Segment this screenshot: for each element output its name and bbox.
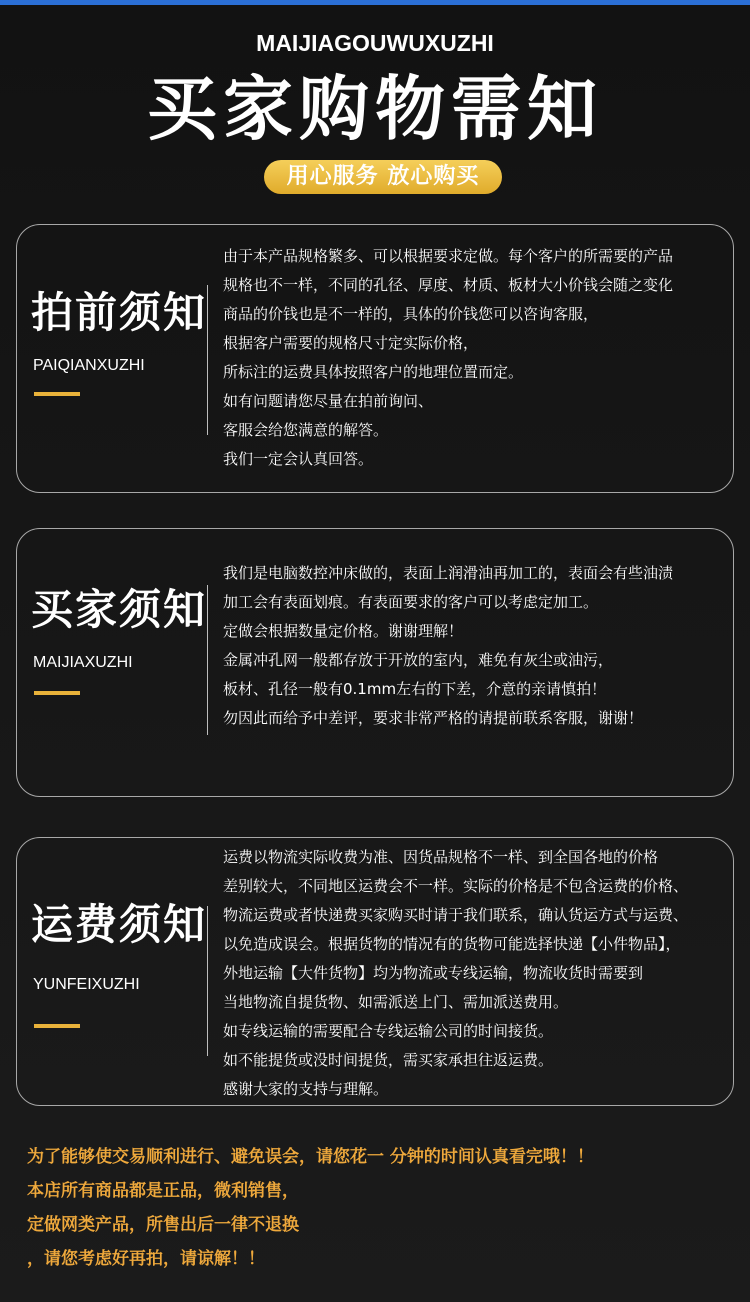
section-title: 运费须知 xyxy=(31,900,208,949)
text-line: 我们一定会认真回答。 xyxy=(223,450,374,468)
note-line: ，请您考虑好再拍，请谅解！！ xyxy=(27,1249,265,1269)
text-line: 差别较大，不同地区运费会不一样。实际的价格是不包含运费的价格、 xyxy=(223,877,689,895)
text-line: 物流运费或者快递费买家购买时请于我们联系，确认货运方式与运费、 xyxy=(223,906,689,924)
section-divider xyxy=(207,906,208,1056)
section-subtitle-en: PAIQIANXUZHI xyxy=(33,357,145,374)
section-accent-bar xyxy=(34,1024,80,1028)
section-card-before-purchase xyxy=(16,224,734,493)
footer-note xyxy=(27,1140,740,1276)
section-divider xyxy=(207,285,208,435)
note-line: 为了能够使交易顺利进行、避免误会，请您花一 分钟的时间认真看完哦！！ xyxy=(27,1147,594,1167)
text-line: 规格也不一样，不同的孔径、厚度、材质、板材大小价钱会随之变化 xyxy=(223,276,674,294)
section-subtitle-en: YUNFEIXUZHI xyxy=(33,976,140,993)
text-line: 根据客户需要的规格尺寸定实际价格， xyxy=(223,334,479,352)
section-card-buyer-notice xyxy=(16,528,734,797)
text-line: 以免造成误会。根据货物的情况有的货物可能选择快递【小件物品】， xyxy=(223,935,681,953)
section-accent-bar xyxy=(34,691,80,695)
section-accent-bar xyxy=(34,392,80,396)
text-line: 我们是电脑数控冲床做的，表面上润滑油再加工的，表面会有些油渍 xyxy=(223,564,674,582)
text-line: 由于本产品规格繁多、可以根据要求定做。每个客户的所需要的产品 xyxy=(223,247,674,265)
note-line: 定做网类产品，所售出后一律不退换 xyxy=(27,1215,299,1235)
text-line: 如不能提货或没时间提货，需买家承担往返运费。 xyxy=(223,1051,554,1069)
note-line: 本店所有商品都是正品，微利销售， xyxy=(27,1181,299,1201)
text-line: 加工会有表面划痕。有表面要求的客户可以考虑定加工。 xyxy=(223,593,599,611)
text-line: 勿因此而给予中差评，要求非常严格的请提前联系客服，谢谢！ xyxy=(223,709,644,727)
text-line: 所标注的运费具体按照客户的地理位置而定。 xyxy=(223,363,524,381)
section-card-shipping-notice xyxy=(16,837,734,1106)
text-line: 定做会根据数量定价格。谢谢理解！ xyxy=(223,622,464,640)
text-line: 商品的价钱也是不一样的，具体的价钱您可以咨询客服， xyxy=(223,305,599,323)
text-line: 外地运输【大件货物】均为物流或专线运输，物流收货时需要到 xyxy=(223,964,644,982)
section-title: 买家须知 xyxy=(31,585,208,634)
text-line: 如专线运输的需要配合专线运输公司的时间接货。 xyxy=(223,1022,554,1040)
text-line: 当地物流自提货物、如需派送上门、需加派送费用。 xyxy=(223,993,569,1011)
text-line: 如有问题请您尽量在拍前询问、 xyxy=(223,392,434,410)
slogan-badge: 用心服务 放心购买 xyxy=(264,160,502,194)
section-title: 拍前须知 xyxy=(31,288,208,337)
page-title: 买家购物需知 xyxy=(147,68,603,150)
top-accent-line xyxy=(0,0,750,5)
header-subtitle-en: MAIJIAGOUWUXUZHI xyxy=(256,30,494,56)
section-text xyxy=(223,843,727,1104)
section-text xyxy=(223,242,727,474)
section-text xyxy=(223,559,727,733)
text-line: 感谢大家的支持与理解。 xyxy=(223,1080,389,1098)
section-divider xyxy=(207,585,208,735)
section-subtitle-en: MAIJIAXUZHI xyxy=(33,654,133,671)
text-line: 金属冲孔网一般都存放于开放的室内，难免有灰尘或油污， xyxy=(223,651,614,669)
text-line: 运费以物流实际收费为准、因货品规格不一样、到全国各地的价格 xyxy=(223,848,659,866)
text-line: 客服会给您满意的解答。 xyxy=(223,421,389,439)
text-line: 板材、孔径一般有0.1mm左右的下差，介意的亲请慎拍！ xyxy=(223,680,607,698)
